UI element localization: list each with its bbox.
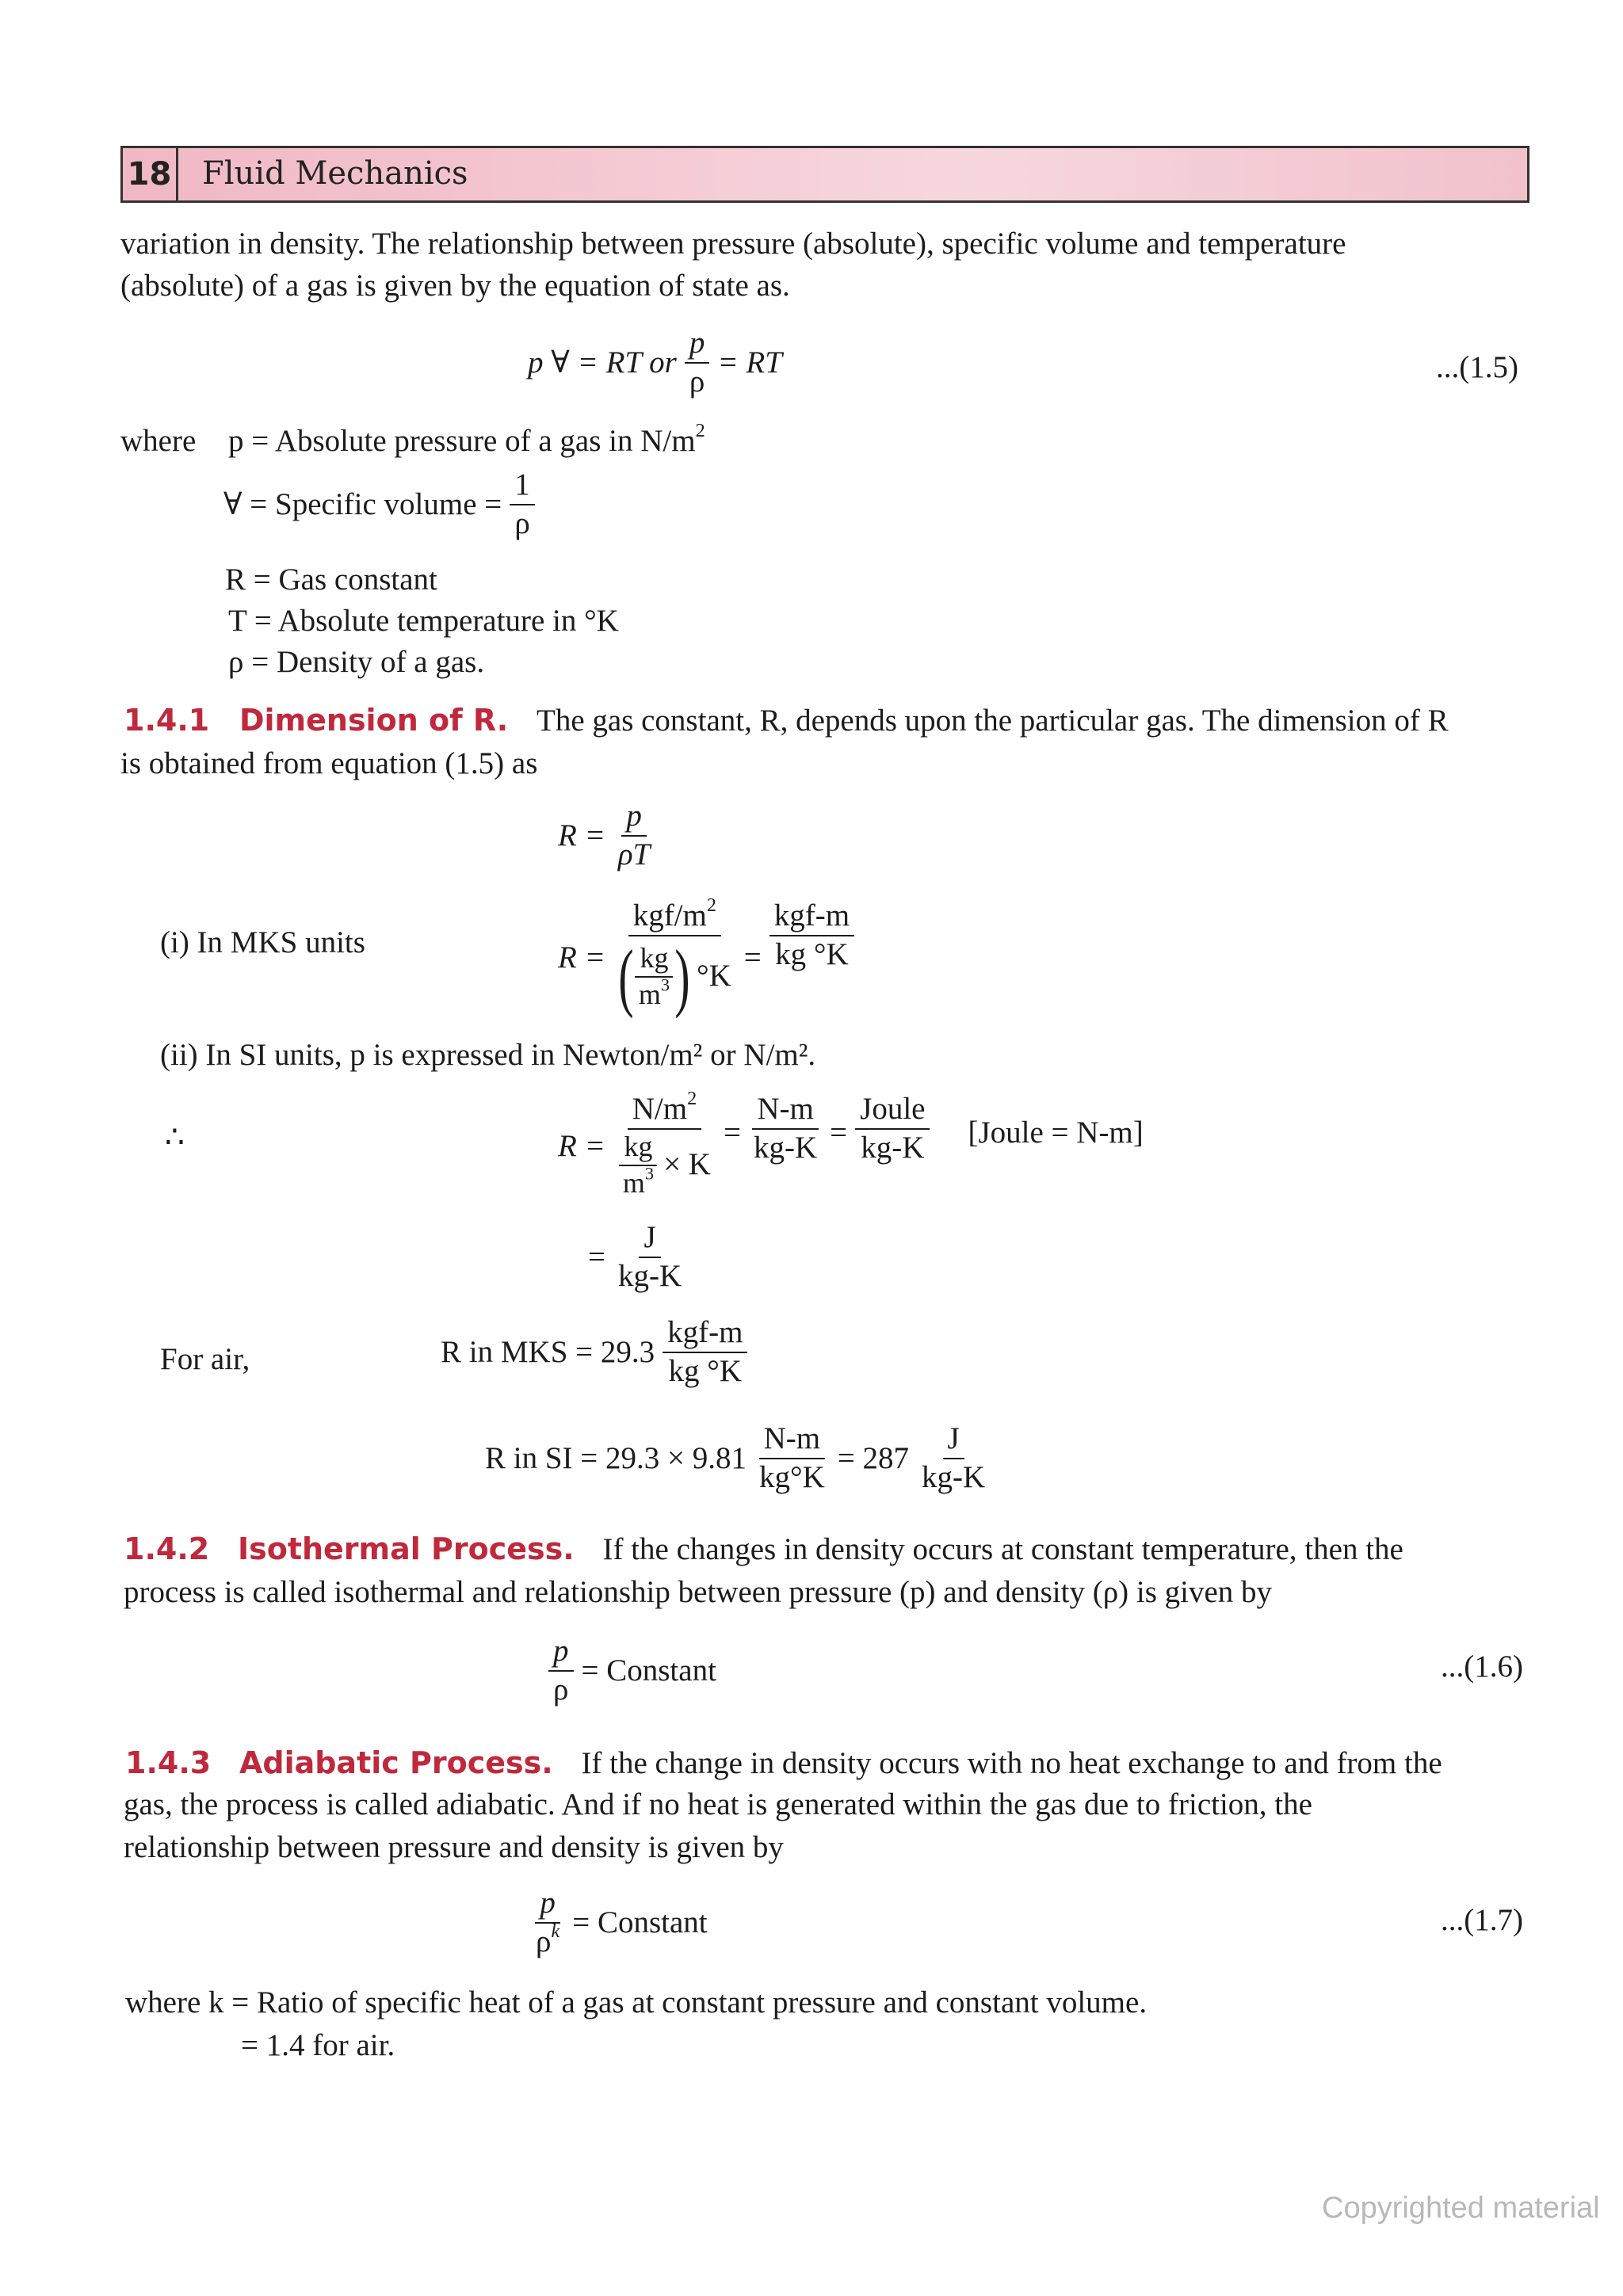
mks-denominator-2: kg °K (775, 936, 849, 971)
eq16-numerator: p (548, 1635, 574, 1672)
equation-number-1-5: ...(1.5) (1436, 350, 1518, 384)
section-1-4-3-line-3: relationship between pressure and density is given by (124, 1830, 784, 1864)
temperature-definition: T = Absolute temperature in °K (228, 604, 619, 638)
eq15-denominator: ρ (689, 364, 705, 399)
section-1-4-2-line-2: process is called isothermal and relationship between pressure (p) and density (ρ) is given by (124, 1575, 1273, 1609)
pressure-definition (228, 419, 705, 458)
si-denominator-3: kg-K (861, 1130, 925, 1165)
mks-inner-denominator-text: m (638, 978, 661, 1010)
air-mks-numerator: kgf-m (663, 1317, 747, 1353)
k-definition-line-1: where k = Ratio of specific heat of a gas at constant pressure and constant volume. (125, 1985, 1148, 2019)
gas-constant-definition: R = Gas constant (225, 563, 437, 597)
eq17-exponent: k (551, 1920, 560, 1942)
section-number: 1.4.1 (124, 703, 210, 738)
air-mks-lhs: R in MKS = 29.3 (441, 1335, 655, 1370)
si-inner-denominator (618, 1163, 659, 1199)
mks-numerator-2: kgf-m (769, 900, 854, 936)
air-si-result: = 287 (837, 1441, 910, 1476)
equation-number-1-7: ...(1.7) (1441, 1903, 1523, 1937)
specific-volume-definition (223, 469, 543, 540)
gas-constant-equation (558, 800, 663, 871)
section-number: 1.4.3 (125, 1745, 212, 1780)
si-equation-result (588, 1222, 694, 1293)
mks-inner-denominator (634, 974, 674, 1010)
section-title: Isothermal Process. (237, 1531, 575, 1566)
copyright-watermark: Copyrighted material (1322, 2191, 1600, 2225)
si-equals-1: = (723, 1116, 741, 1150)
air-mks-fraction (663, 1317, 747, 1388)
mks-fraction-1 (613, 894, 736, 1019)
si-denominator-1 (613, 1130, 716, 1199)
si-times-kelvin: × K (663, 1147, 711, 1182)
specific-volume-text: ∀ = Specific volume = (223, 487, 502, 522)
air-si-fraction-2 (917, 1423, 990, 1494)
mks-denominator-1 (613, 933, 736, 1019)
specific-volume-denominator: ρ (514, 505, 530, 540)
mks-numerator-text: kgf/m (632, 898, 707, 933)
section-title: Adiabatic Process. (239, 1745, 553, 1780)
air-si-denominator-2: kg-K (922, 1459, 986, 1494)
mks-equation (558, 894, 862, 1019)
si-fraction-2 (749, 1093, 822, 1165)
si-inner-numerator: kg (619, 1132, 657, 1166)
eq15-rhs: = RT (717, 345, 782, 380)
mks-exponent: 2 (706, 894, 716, 916)
eq17-numerator: p (535, 1887, 560, 1924)
si-inner-exponent: 3 (644, 1163, 655, 1183)
book-title: Fluid Mechanics (202, 155, 468, 192)
gas-constant-numerator: p (621, 800, 647, 837)
air-si-denominator: kg°K (759, 1459, 825, 1494)
si-numerator-2: N-m (752, 1093, 819, 1130)
where-label: where (120, 424, 197, 458)
for-air-label: For air, (160, 1342, 250, 1376)
eq17-denominator (531, 1920, 564, 1958)
gas-constant-fraction (613, 800, 655, 871)
si-result-denominator: kg-K (618, 1258, 682, 1293)
si-inner-denominator-text: m (622, 1166, 645, 1199)
eq15-numerator: p (685, 327, 710, 364)
si-units-line: (ii) In SI units, p is expressed in Newton/m² or N/m². (160, 1038, 816, 1072)
air-si-numerator: N-m (759, 1423, 826, 1459)
air-si-equation (485, 1423, 998, 1494)
right-parenthesis: ) (674, 933, 690, 1019)
si-equals-2: = (830, 1116, 848, 1150)
mks-degree-k: °K (697, 959, 731, 994)
si-fraction-3 (855, 1093, 930, 1165)
mks-numerator-1 (628, 894, 721, 936)
mks-units-label: (i) In MKS units (160, 925, 365, 959)
mks-inner-exponent: 3 (660, 974, 670, 995)
si-result-equals: = (588, 1240, 605, 1275)
si-lhs: R = (558, 1128, 605, 1163)
eq17-fraction (531, 1887, 564, 1958)
eq16-fraction (548, 1635, 574, 1707)
si-inner-fraction (618, 1132, 659, 1199)
therefore-symbol: ∴ (165, 1120, 185, 1154)
mks-equals: = (743, 940, 762, 974)
si-numerator-3: Joule (855, 1093, 930, 1130)
si-fraction-1 (613, 1087, 716, 1199)
mks-inner-numerator: kg (635, 944, 673, 978)
section-number: 1.4.2 (124, 1531, 210, 1566)
section-1-4-1-line-1: The gas constant, R, depends upon the particular gas. The dimension of R (537, 704, 1449, 738)
section-1-4-1-heading (124, 705, 1449, 736)
gas-constant-denominator: ρT (617, 837, 651, 871)
left-parenthesis: ( (618, 933, 634, 1019)
k-definition-line-2: = 1.4 for air. (241, 2028, 395, 2062)
eq15-lhs: p ∀ = RT or (528, 345, 677, 380)
air-mks-equation (441, 1317, 755, 1388)
eq15-fraction (685, 327, 710, 399)
pressure-unit-exponent: 2 (695, 419, 705, 441)
equation-1-7 (531, 1887, 716, 1958)
eq16-rhs: = Constant (581, 1653, 716, 1688)
eq17-rhs: = Constant (572, 1905, 708, 1940)
intro-line-1: variation in density. The relationship between pressure (absolute), specific volume and temperature (120, 227, 1346, 261)
equation-1-6 (548, 1635, 724, 1707)
equation-number-1-6: ...(1.6) (1441, 1650, 1523, 1684)
mks-inner-fraction (634, 944, 674, 1010)
mks-fraction-2 (769, 900, 854, 971)
air-si-lhs: R in SI = 29.3 × 9.81 (485, 1441, 747, 1476)
intro-line-2: (absolute) of a gas is given by the equation of state as. (120, 269, 790, 303)
page-number: 18 (123, 148, 178, 200)
section-1-4-1-line-2: is obtained from equation (1.5) as (120, 746, 538, 780)
section-1-4-2-line-1: If the changes in density occurs at constant temperature, then the (602, 1532, 1403, 1566)
eq17-denominator-text: ρ (536, 1924, 552, 1958)
si-equation (558, 1087, 1151, 1199)
si-numerator-1 (628, 1087, 701, 1130)
specific-volume-fraction (510, 469, 535, 540)
running-header (120, 146, 1529, 203)
si-result-fraction (613, 1222, 686, 1293)
gas-constant-lhs: R = (558, 818, 605, 853)
mks-lhs: R = (558, 940, 605, 974)
eq16-denominator: ρ (553, 1672, 569, 1707)
si-result-numerator: J (639, 1222, 660, 1258)
air-mks-denominator: kg °K (668, 1353, 743, 1388)
equation-1-5 (528, 327, 790, 399)
section-1-4-2-heading (124, 1531, 1403, 1566)
si-exponent: 2 (687, 1087, 697, 1109)
joule-note: [Joule = N-m] (968, 1116, 1144, 1150)
section-1-4-3-heading (125, 1745, 1442, 1780)
section-title: Dimension of R. (239, 703, 509, 738)
air-si-fraction (754, 1423, 830, 1494)
section-1-4-3-line-2: gas, the process is called adiabatic. And if no heat is generated within the gas due to friction, the (124, 1787, 1312, 1821)
si-numerator-text: N/m (632, 1092, 688, 1126)
pressure-definition-text: p = Absolute pressure of a gas in N/m (228, 424, 696, 458)
si-denominator-2: kg-K (753, 1130, 818, 1165)
section-1-4-3-line-1: If the change in density occurs with no heat exchange to and from the (581, 1746, 1442, 1780)
specific-volume-numerator: 1 (510, 469, 535, 505)
air-si-numerator-2: J (943, 1423, 964, 1459)
density-definition: ρ = Density of a gas. (228, 645, 485, 679)
